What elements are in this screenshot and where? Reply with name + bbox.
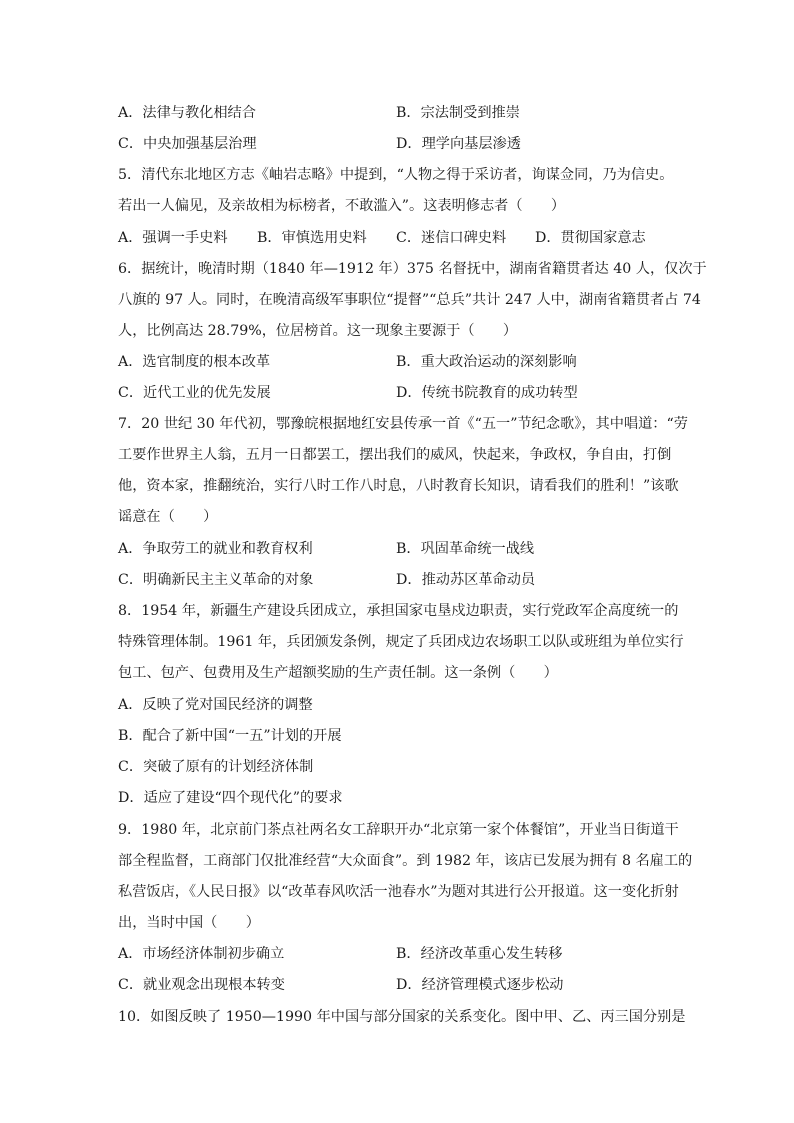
q5-option-a: A．强调一手史料 [118,230,228,246]
q8-stem-line-3: 包工、包产、包费用及生产超额奖励的生产责任制。这一条例（ ） [118,665,558,681]
q7-option-a: A．争取劳工的就业和教育权利 [118,541,313,557]
q10-stem-line-1: 10．如图反映了 1950—1990 年中国与部分国家的关系变化。图中甲、乙、丙三国分别是 [118,1009,686,1025]
q7-stem-line-3: 他，资本家，推翻统治，实行八时工作八时息，八时教育长知识，请看我们的胜利！”该歌 [118,478,679,494]
q5-stem-line-1: 5．清代东北地区方志《岫岩志略》中提到，“人物之得于采访者，询谋佥同，乃为信史。 [118,167,674,183]
q8-option-b: B．配合了新中国“一五”计划的开展 [118,728,342,744]
q7-option-b: B．巩固革命统一战线 [396,541,535,557]
q5-option-b: B．审慎选用史料 [257,230,367,246]
q4-option-b: B．宗法制受到推崇 [396,105,520,121]
q8-stem-line-2: 特殊管理体制。1961 年，兵团颁发条例，规定了兵团戍边农场职工以队或班组为单位实行 [118,634,684,650]
q8-option-c: C．突破了原有的计划经济体制 [118,759,314,775]
q8-option-d: D．适应了建设“四个现代化”的要求 [118,790,343,806]
q8-option-a: A．反映了党对国民经济的调整 [118,697,313,713]
q6-option-a: A．选官制度的根本改革 [118,354,271,370]
q6-stem-line-2: 八旗的 97 人。同时，在晚清高级军事职位“提督”“总兵”共计 247 人中，湖南省籍贯者占 74 [118,292,701,308]
q7-stem-line-1: 7．20 世纪 30 年代初，鄂豫皖根据地红安县传承一首《“五一”节纪念歌》，其中唱道：“劳 [118,416,688,432]
q9-option-a: A．市场经济体制初步确立 [118,946,285,962]
q6-stem-line-1: 6．据统计，晚清时期（1840 年—1912 年）375 名督抚中，湖南省籍贯者达 40 人，仅次于 [118,261,707,277]
q9-option-b: B．经济改革重心发生转移 [396,946,563,962]
q4-option-d: D．理学向基层渗透 [396,136,521,152]
q9-stem-line-4: 出，当时中国（ ） [118,915,260,931]
q7-stem-line-4: 谣意在（ ） [118,509,218,525]
q4-option-a: A．法律与教化相结合 [118,105,256,121]
q4-option-c: C．中央加强基层治理 [118,136,257,152]
q6-option-d: D．传统书院教育的成功转型 [396,385,578,401]
q9-option-d: D．经济管理模式逐步松动 [396,977,564,993]
q7-option-d: D．推动苏区革命动员 [396,572,536,588]
q6-option-c: C．近代工业的优先发展 [118,385,271,401]
q6-stem-line-3: 人，比例高达 28.79%，位居榜首。这一现象主要源于（ ） [118,323,518,339]
q8-stem-line-1: 8．1954 年，新疆生产建设兵团成立，承担国家屯垦戍边职责，实行党政军企高度统一的 [118,603,679,619]
q9-stem-line-1: 9．1980 年，北京前门茶点社两名女工辞职开办“北京第一家个体餐馆”，开业当日街道干 [118,822,679,838]
q5-option-c: C．迷信口碑史料 [396,230,507,246]
q6-option-b: B．重大政治运动的深刻影响 [396,354,577,370]
q7-stem-line-2: 工要作世界主人翁，五月一日都罢工，摆出我们的威风，快起来，争政权，争自由，打倒 [118,447,672,463]
q5-option-d: D．贯彻国家意志 [535,230,646,246]
q5-stem-line-2: 若出一人偏见，及亲故相为标榜者，不敢滥入”。这表明修志者（ ） [118,198,566,214]
q9-stem-line-2: 部全程监督，工商部门仅批准经营“大众面食”。到 1982 年，该店已发展为拥有 8 名雇工的 [118,853,693,869]
q9-stem-line-3: 私营饭店，《人民日报》以“改革春风吹活一池春水”为题对其进行公开报道。这一变化折射 [118,884,679,900]
q7-option-c: C．明确新民主主义革命的对象 [118,572,314,588]
q9-option-c: C．就业观念出现根本转变 [118,977,285,993]
